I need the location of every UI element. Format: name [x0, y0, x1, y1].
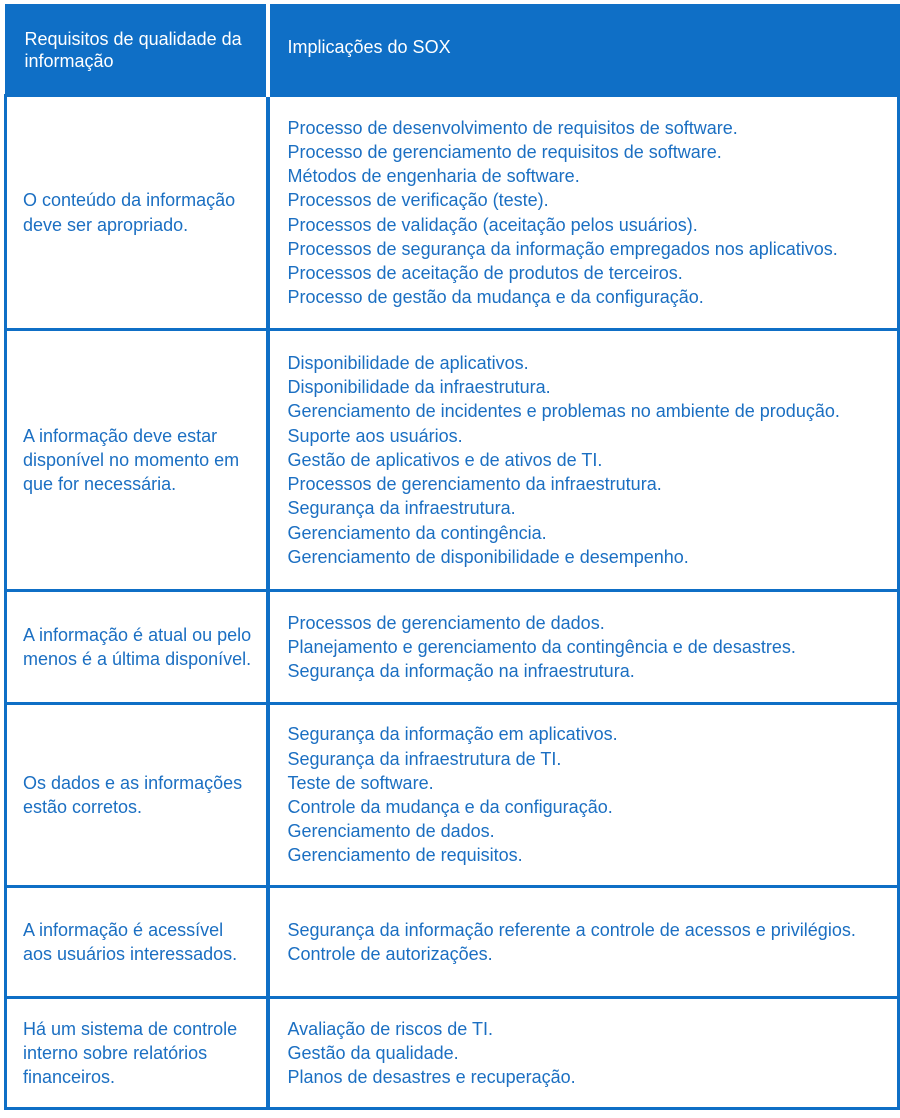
- implication-item: Gerenciamento de requisitos.: [287, 845, 523, 866]
- implication-item: Disponibilidade de aplicativos.: [287, 353, 529, 374]
- requirement-cell: Há um sistema de controle interno sobre relatórios financeiros.: [6, 998, 268, 1109]
- table-row: [6, 591, 899, 704]
- implication-item: Controle de autorizações.: [287, 944, 493, 964]
- table-body: [6, 96, 899, 1109]
- implication-item: Gestão da qualidade.: [287, 1042, 459, 1063]
- implication-item: Segurança da infraestrutura de TI.: [287, 748, 562, 769]
- table-row: [6, 704, 899, 887]
- table-row: [6, 96, 899, 330]
- implication-item: Planos de desastres e recuperação.: [287, 1067, 576, 1088]
- implications-cell: [268, 591, 899, 704]
- implication-item: Planejamento e gerenciamento da contingência e de desastres.: [287, 636, 796, 657]
- implication-item: Processo de gerenciamento de requisitos de software.: [287, 141, 722, 162]
- header-row: [6, 5, 899, 96]
- implication-item: Teste de software.: [287, 772, 434, 793]
- implication-item: Processo de gestão da mudança e da configuração.: [287, 287, 704, 308]
- implication-item: Segurança da informação em aplicativos.: [287, 724, 618, 745]
- requirement-cell: A informação deve estar disponível no momento em que for necessária.: [6, 330, 268, 591]
- implication-item: Processos de verificação (teste).: [287, 190, 549, 211]
- header-requirements-label: Requisitos de qualidade da informação: [24, 29, 242, 71]
- implications-cell: [268, 330, 899, 591]
- table-header: [6, 5, 899, 96]
- implication-item: Gestão de aplicativos e de ativos de TI.: [287, 449, 603, 470]
- implication-item: Processos de validação (aceitação pelos usuários).: [287, 214, 698, 235]
- implication-item: Segurança da infraestrutura.: [287, 498, 516, 519]
- table-row: [6, 330, 899, 591]
- requirement-cell: O conteúdo da informação deve ser apropriado.: [6, 96, 268, 330]
- implication-item: Processos de aceitação de produtos de terceiros.: [287, 262, 683, 283]
- implication-item: Segurança da informação na infraestrutura.: [287, 661, 635, 682]
- implication-item: Gerenciamento de disponibilidade e desempenho.: [287, 546, 689, 567]
- implication-item: Processos de segurança da informação empregados nos aplicativos.: [287, 238, 838, 259]
- implication-item: Processos de gerenciamento da infraestrutura.: [287, 474, 662, 495]
- implication-item: Processo de desenvolvimento de requisitos de software.: [287, 117, 738, 138]
- requirement-cell: A informação é acessível aos usuários interessados.: [6, 887, 268, 998]
- implication-item: Gerenciamento de dados.: [287, 821, 495, 842]
- sox-requirements-table: [4, 4, 900, 1110]
- implications-cell: [268, 998, 899, 1109]
- header-implications-label: Implicações do SOX: [287, 37, 451, 57]
- implication-item: Suporte aos usuários.: [287, 425, 463, 446]
- header-requirements: [6, 5, 268, 96]
- requirement-cell: Os dados e as informações estão corretos.: [6, 704, 268, 887]
- implication-item: Segurança da informação referente a controle de acessos e privilégios.: [287, 919, 856, 940]
- implications-cell: [268, 96, 899, 330]
- requirement-cell: A informação é atual ou pelo menos é a última disponível.: [6, 591, 268, 704]
- implications-cell: [268, 704, 899, 887]
- implication-item: Disponibilidade da infraestrutura.: [287, 377, 551, 398]
- implications-cell: [268, 887, 899, 998]
- implication-item: Avaliação de riscos de TI.: [287, 1018, 493, 1039]
- table-row: [6, 998, 899, 1109]
- table-row: [6, 887, 899, 998]
- implication-item: Gerenciamento de incidentes e problemas no ambiente de produção.: [287, 401, 840, 422]
- implication-item: Controle da mudança e da configuração.: [287, 797, 613, 817]
- implication-item: Métodos de engenharia de software.: [287, 166, 580, 187]
- implication-item: Processos de gerenciamento de dados.: [287, 612, 605, 633]
- implication-item: Gerenciamento da contingência.: [287, 522, 547, 543]
- header-implications: [268, 5, 899, 96]
